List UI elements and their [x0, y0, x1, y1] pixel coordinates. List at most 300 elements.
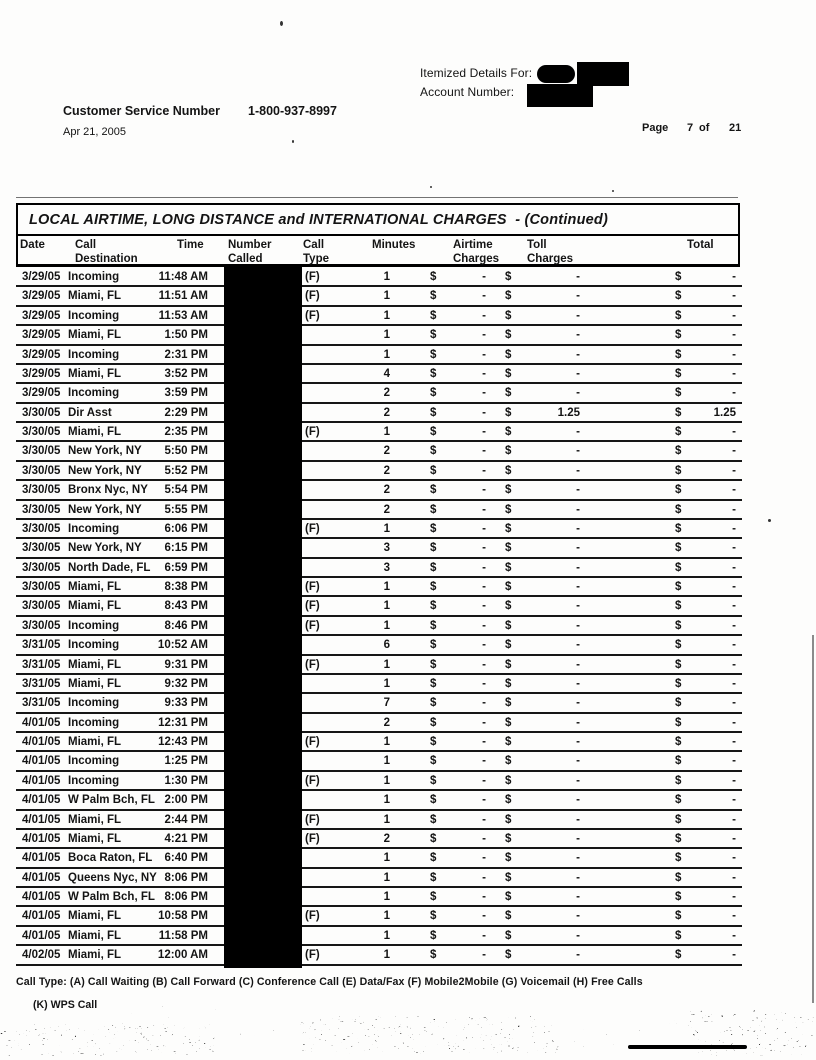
toll-charge: -: [576, 426, 580, 438]
col-header-minutes: Minutes: [372, 239, 416, 251]
call-date: 4/02/05: [22, 949, 61, 962]
dollar-sign: $: [430, 639, 437, 652]
call-time: 4:21 PM: [164, 832, 208, 845]
dollar-sign: $: [675, 542, 682, 555]
dollar-sign: $: [430, 522, 437, 535]
toll-charge: -: [576, 367, 580, 380]
airtime-charge: -: [482, 658, 486, 671]
total-charge: -: [732, 871, 736, 884]
call-time: 6:59 PM: [164, 561, 208, 574]
call-date: 3/29/05: [22, 309, 61, 322]
dollar-sign: $: [505, 484, 512, 497]
call-date: 3/30/05: [22, 619, 61, 632]
total-charge: -: [732, 426, 736, 438]
wps-call-note: (K) WPS Call: [33, 999, 98, 1011]
toll-charge: -: [576, 871, 580, 884]
dollar-sign: $: [675, 929, 682, 942]
call-destination: Incoming: [68, 716, 120, 729]
call-row: [16, 307, 742, 326]
toll-charge: -: [576, 852, 580, 865]
table-title: LOCAL AIRTIME, LONG DISTANCE and INTERNATIONAL CHARGES - (Continued): [18, 205, 738, 236]
dollar-sign: $: [675, 503, 682, 516]
toll-charge: -: [576, 929, 580, 942]
call-row: [16, 888, 742, 907]
total-charge: -: [732, 716, 736, 729]
dollar-sign: $: [505, 387, 512, 400]
toll-charge: -: [576, 561, 580, 574]
toll-charge: -: [576, 736, 580, 748]
total-charge: -: [732, 464, 736, 477]
dollar-sign: $: [505, 716, 512, 729]
call-destination: Bronx Nyc, NY: [68, 484, 148, 497]
airtime-charge: -: [482, 561, 486, 574]
call-row: [16, 907, 742, 926]
call-destination: New York, NY: [68, 464, 142, 477]
call-date: 4/01/05: [22, 794, 61, 807]
call-time: 12:43 PM: [158, 736, 208, 748]
call-rows: [16, 268, 742, 966]
dollar-sign: $: [675, 484, 682, 497]
toll-charge: -: [576, 716, 580, 729]
account-number-label: Account Number:: [420, 85, 515, 99]
dollar-sign: $: [505, 736, 512, 748]
call-row: [16, 462, 742, 481]
call-time: 6:40 PM: [164, 852, 208, 865]
toll-charge: -: [576, 774, 580, 787]
dollar-sign: $: [430, 561, 437, 574]
total-charge: -: [732, 813, 736, 826]
dollar-sign: $: [430, 929, 437, 942]
dollar-sign: $: [430, 697, 437, 710]
dollar-sign: $: [675, 464, 682, 477]
call-date: 4/01/05: [22, 774, 61, 787]
toll-charge: -: [576, 271, 580, 283]
call-date: 3/30/05: [22, 581, 61, 593]
call-row: [16, 714, 742, 733]
dollar-sign: $: [505, 852, 512, 865]
airtime-charge: -: [482, 852, 486, 865]
redaction-box: [537, 65, 575, 83]
airtime-charge: -: [482, 891, 486, 903]
charges-table-header: [16, 203, 740, 267]
dollar-sign: $: [675, 716, 682, 729]
call-destination: Miami, FL: [68, 600, 122, 613]
call-minutes: 1: [383, 329, 390, 342]
call-time: 10:52 AM: [157, 639, 208, 652]
call-minutes: 1: [383, 929, 390, 942]
call-minutes: 1: [383, 581, 390, 593]
toll-charge: -: [576, 794, 580, 807]
dollar-sign: $: [430, 600, 437, 613]
total-charge: -: [732, 309, 736, 322]
call-minutes: 1: [383, 774, 390, 787]
airtime-charge: -: [482, 716, 486, 729]
dollar-sign: $: [430, 387, 437, 400]
call-date: 3/30/05: [22, 503, 61, 516]
dollar-sign: $: [430, 271, 437, 283]
call-date: 3/29/05: [22, 367, 61, 380]
call-date: 3/30/05: [22, 426, 61, 438]
call-destination: Incoming: [68, 271, 120, 283]
redaction-box: [527, 84, 593, 107]
call-time: 1:30 PM: [164, 774, 208, 787]
call-row: [16, 869, 742, 888]
call-time: 5:54 PM: [164, 484, 208, 497]
airtime-charge: -: [482, 406, 486, 419]
call-time: 6:06 PM: [164, 522, 208, 535]
dollar-sign: $: [505, 639, 512, 652]
dollar-sign: $: [430, 871, 437, 884]
dollar-sign: $: [430, 406, 437, 419]
dollar-sign: $: [505, 832, 512, 845]
call-minutes: 2: [383, 832, 390, 845]
call-date: 4/01/05: [22, 852, 61, 865]
toll-charge: -: [576, 542, 580, 555]
call-row: [16, 830, 742, 849]
dollar-sign: $: [430, 794, 437, 807]
call-time: 10:58 PM: [158, 910, 208, 923]
total-charge: -: [732, 387, 736, 400]
dollar-sign: $: [430, 755, 437, 768]
toll-charge: -: [576, 464, 580, 477]
call-row: [16, 539, 742, 558]
toll-charge: -: [576, 522, 580, 535]
airtime-charge: -: [482, 774, 486, 787]
call-type: (F): [305, 910, 320, 923]
call-date: 4/01/05: [22, 832, 61, 845]
airtime-charge: -: [482, 503, 486, 516]
total-charge: -: [732, 619, 736, 632]
total-charge: 1.25: [713, 406, 736, 419]
call-minutes: 3: [383, 561, 390, 574]
call-minutes: 1: [383, 891, 390, 903]
call-row: [16, 520, 742, 539]
dollar-sign: $: [505, 813, 512, 826]
toll-charge: -: [576, 581, 580, 593]
call-time: 3:59 PM: [164, 387, 208, 400]
call-row: [16, 752, 742, 771]
total-charge: -: [732, 755, 736, 768]
dollar-sign: $: [505, 697, 512, 710]
call-row: [16, 326, 742, 345]
dollar-sign: $: [505, 503, 512, 516]
call-time: 5:52 PM: [164, 464, 208, 477]
call-time: 5:50 PM: [164, 445, 208, 458]
call-date: 4/01/05: [22, 929, 61, 942]
dollar-sign: $: [675, 426, 682, 438]
call-time: 9:31 PM: [164, 658, 208, 671]
page-of-label: of: [699, 122, 710, 134]
total-charge: -: [732, 736, 736, 748]
call-destination: New York, NY: [68, 445, 142, 458]
scan-streak: [812, 635, 814, 1003]
call-row: [16, 384, 742, 403]
call-time: 11:48 AM: [158, 271, 208, 283]
dollar-sign: $: [505, 677, 512, 690]
toll-charge: 1.25: [557, 406, 580, 419]
call-minutes: 6: [383, 639, 390, 652]
call-destination: Miami, FL: [68, 658, 122, 671]
col-header-date: Date: [20, 239, 45, 251]
call-minutes: 1: [383, 619, 390, 632]
total-charge: -: [732, 503, 736, 516]
call-row: [16, 442, 742, 461]
call-row: [16, 694, 742, 713]
call-minutes: 1: [383, 522, 390, 535]
dollar-sign: $: [430, 464, 437, 477]
dollar-sign: $: [675, 871, 682, 884]
dollar-sign: $: [430, 309, 437, 322]
dollar-sign: $: [505, 464, 512, 477]
dollar-sign: $: [505, 600, 512, 613]
call-minutes: 1: [383, 794, 390, 807]
dollar-sign: $: [675, 329, 682, 342]
call-destination: Boca Raton, FL: [68, 852, 153, 865]
airtime-charge: -: [482, 813, 486, 826]
dollar-sign: $: [675, 309, 682, 322]
call-row: [16, 927, 742, 946]
call-time: 8:38 PM: [164, 581, 208, 593]
customer-service-number: 1-800-937-8997: [248, 104, 337, 118]
call-time: 11:53 AM: [158, 309, 208, 322]
call-type: (F): [305, 813, 320, 826]
call-destination: Miami, FL: [68, 367, 122, 380]
col-header-type: Call Type: [303, 239, 329, 265]
call-date: 3/30/05: [22, 561, 61, 574]
dollar-sign: $: [675, 639, 682, 652]
airtime-charge: -: [482, 445, 486, 458]
dollar-sign: $: [505, 406, 512, 419]
dollar-sign: $: [505, 561, 512, 574]
call-date: 4/01/05: [22, 813, 61, 826]
airtime-charge: -: [482, 329, 486, 342]
toll-charge: -: [576, 600, 580, 613]
dollar-sign: $: [505, 445, 512, 458]
dollar-sign: $: [675, 677, 682, 690]
dollar-sign: $: [675, 522, 682, 535]
call-date: 3/29/05: [22, 329, 61, 342]
call-minutes: 1: [383, 949, 390, 962]
airtime-charge: -: [482, 387, 486, 400]
airtime-charge: -: [482, 794, 486, 807]
airtime-charge: -: [482, 581, 486, 593]
toll-charge: -: [576, 290, 580, 303]
dollar-sign: $: [505, 929, 512, 942]
toll-charge: -: [576, 348, 580, 361]
call-type: (F): [305, 581, 320, 593]
call-time: 12:31 PM: [158, 716, 208, 729]
toll-charge: -: [576, 658, 580, 671]
call-destination: W Palm Bch, FL: [68, 891, 155, 903]
call-row: [16, 656, 742, 675]
dollar-sign: $: [675, 271, 682, 283]
dollar-sign: $: [430, 813, 437, 826]
dollar-sign: $: [675, 367, 682, 380]
toll-charge: -: [576, 891, 580, 903]
call-row: [16, 849, 742, 868]
dollar-sign: $: [430, 367, 437, 380]
call-time: 11:51 AM: [158, 290, 208, 303]
toll-charge: -: [576, 387, 580, 400]
dollar-sign: $: [505, 271, 512, 283]
call-time: 1:50 PM: [164, 329, 208, 342]
toll-charge: -: [576, 755, 580, 768]
call-row: [16, 365, 742, 384]
dollar-sign: $: [430, 852, 437, 865]
call-minutes: 1: [383, 852, 390, 865]
total-charge: -: [732, 581, 736, 593]
call-destination: W Palm Bch, FL: [68, 794, 155, 807]
dollar-sign: $: [430, 581, 437, 593]
airtime-charge: -: [482, 522, 486, 535]
total-charge: -: [732, 348, 736, 361]
airtime-charge: -: [482, 677, 486, 690]
call-date: 4/01/05: [22, 736, 61, 748]
toll-charge: -: [576, 813, 580, 826]
toll-charge: -: [576, 677, 580, 690]
dollar-sign: $: [675, 852, 682, 865]
call-minutes: 2: [383, 387, 390, 400]
call-row: [16, 772, 742, 791]
total-charge: -: [732, 290, 736, 303]
call-date: 4/01/05: [22, 716, 61, 729]
call-time: 12:00 AM: [157, 949, 208, 962]
dollar-sign: $: [675, 891, 682, 903]
airtime-charge: -: [482, 290, 486, 303]
call-minutes: 1: [383, 271, 390, 283]
dollar-sign: $: [675, 697, 682, 710]
call-destination: New York, NY: [68, 542, 142, 555]
scan-line-artifact: [16, 197, 738, 198]
dollar-sign: $: [675, 774, 682, 787]
dollar-sign: $: [430, 426, 437, 438]
call-destination: Incoming: [68, 774, 120, 787]
call-destination: Queens Nyc, NY: [68, 871, 157, 884]
dollar-sign: $: [505, 367, 512, 380]
col-header-toll: Toll Charges: [527, 239, 574, 265]
call-type: (F): [305, 774, 320, 787]
total-charge: -: [732, 484, 736, 497]
dollar-sign: $: [505, 794, 512, 807]
call-destination: Incoming: [68, 387, 120, 400]
call-type: (F): [305, 658, 320, 671]
total-charge: -: [732, 367, 736, 380]
call-destination: Miami, FL: [68, 929, 122, 942]
dollar-sign: $: [505, 542, 512, 555]
call-row: [16, 597, 742, 616]
dollar-sign: $: [505, 891, 512, 903]
call-date: 4/01/05: [22, 871, 61, 884]
total-charge: -: [732, 658, 736, 671]
call-destination: Incoming: [68, 755, 120, 768]
airtime-charge: -: [482, 309, 486, 322]
call-time: 8:43 PM: [164, 600, 208, 613]
call-row: [16, 501, 742, 520]
call-date: 3/30/05: [22, 406, 61, 419]
total-charge: -: [732, 949, 736, 962]
call-time: 8:46 PM: [164, 619, 208, 632]
call-minutes: 1: [383, 910, 390, 923]
total-charge: -: [732, 697, 736, 710]
call-date: 3/29/05: [22, 348, 61, 361]
col-header-time: Time: [177, 239, 204, 251]
scan-speck: [430, 186, 432, 188]
call-date: 3/30/05: [22, 484, 61, 497]
call-type: (F): [305, 309, 320, 322]
dollar-sign: $: [430, 658, 437, 671]
dollar-sign: $: [505, 309, 512, 322]
dollar-sign: $: [430, 503, 437, 516]
total-charge: -: [732, 329, 736, 342]
call-destination: Incoming: [68, 348, 120, 361]
call-date: 3/31/05: [22, 697, 61, 710]
dollar-sign: $: [505, 871, 512, 884]
call-time: 2:00 PM: [164, 794, 208, 807]
total-charge: -: [732, 561, 736, 574]
call-destination: Dir Asst: [68, 406, 112, 419]
airtime-charge: -: [482, 639, 486, 652]
toll-charge: -: [576, 949, 580, 962]
call-type: (F): [305, 619, 320, 632]
dollar-sign: $: [675, 736, 682, 748]
dollar-sign: $: [675, 600, 682, 613]
call-minutes: 3: [383, 542, 390, 555]
call-type: (F): [305, 600, 320, 613]
statement-date: Apr 21, 2005: [63, 126, 126, 138]
toll-charge: -: [576, 697, 580, 710]
airtime-charge: -: [482, 871, 486, 884]
airtime-charge: -: [482, 619, 486, 632]
call-minutes: 1: [383, 677, 390, 690]
total-charge: -: [732, 910, 736, 923]
scan-speck: [280, 21, 283, 26]
page-current: 7: [687, 122, 694, 134]
toll-charge: -: [576, 619, 580, 632]
dollar-sign: $: [430, 542, 437, 555]
call-time: 2:35 PM: [164, 426, 208, 438]
airtime-charge: -: [482, 910, 486, 923]
dollar-sign: $: [675, 387, 682, 400]
call-date: 3/31/05: [22, 639, 61, 652]
airtime-charge: -: [482, 949, 486, 962]
airtime-charge: -: [482, 736, 486, 748]
call-time: 11:58 PM: [158, 929, 208, 942]
call-minutes: 1: [383, 600, 390, 613]
call-time: 3:52 PM: [164, 367, 208, 380]
call-date: 3/31/05: [22, 658, 61, 671]
dollar-sign: $: [505, 658, 512, 671]
total-charge: -: [732, 639, 736, 652]
dollar-sign: $: [505, 426, 512, 438]
page-label: Page: [642, 122, 669, 134]
call-destination: Miami, FL: [68, 813, 122, 826]
dollar-sign: $: [675, 290, 682, 303]
call-destination: Miami, FL: [68, 910, 122, 923]
toll-charge: -: [576, 910, 580, 923]
call-minutes: 1: [383, 348, 390, 361]
call-time: 9:33 PM: [164, 697, 208, 710]
total-charge: -: [732, 677, 736, 690]
total-charge: -: [732, 794, 736, 807]
call-destination: Miami, FL: [68, 329, 122, 342]
customer-service-label: Customer Service Number: [63, 104, 221, 118]
call-destination: Miami, FL: [68, 736, 122, 748]
call-row: [16, 423, 742, 442]
total-charge: -: [732, 774, 736, 787]
dollar-sign: $: [430, 910, 437, 923]
call-row: [16, 733, 742, 752]
call-minutes: 2: [383, 716, 390, 729]
